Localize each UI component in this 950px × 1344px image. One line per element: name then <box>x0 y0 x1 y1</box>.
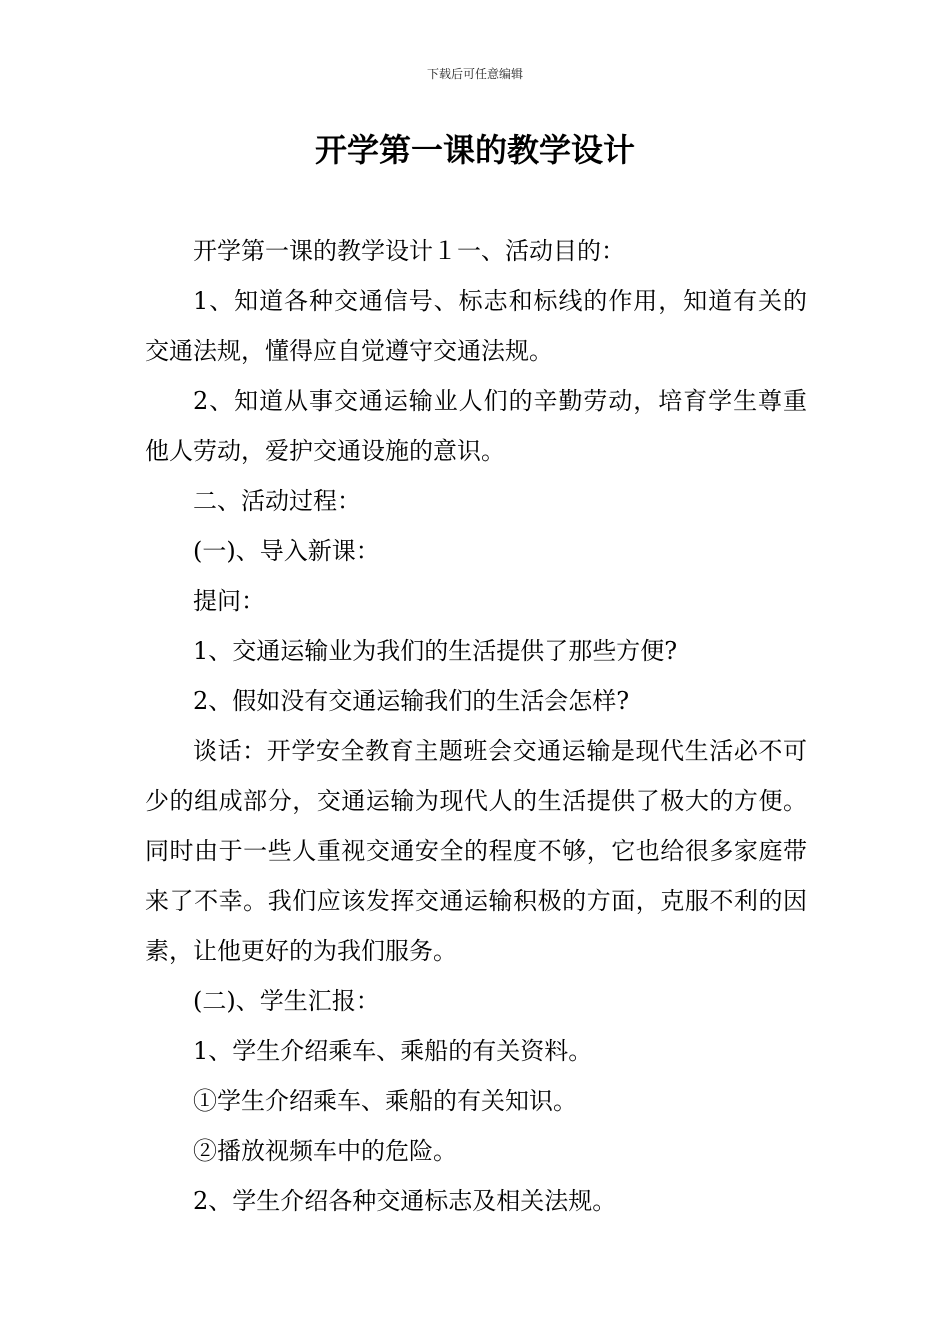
paragraph: 2、知道从事交通运输业人们的辛勤劳动，培育学生尊重他人劳动，爱护交通设施的意识。 <box>145 387 807 465</box>
paragraph: 开学第一课的教学设计１一、活动目的： <box>193 237 625 265</box>
section-heading: 二、活动过程： <box>193 487 361 515</box>
list-item: ②播放视频车中的危险。 <box>193 1137 457 1165</box>
list-item: 2、假如没有交通运输我们的生活会怎样? <box>193 687 630 715</box>
document-title: 开学第一课的教学设计 <box>314 131 635 169</box>
document-body <box>145 226 807 1226</box>
header-note: 下载后可任意编辑 <box>426 67 523 81</box>
list-item: 2、学生介绍各种交通标志及相关法规。 <box>193 1187 617 1215</box>
list-item: 1、学生介绍乘车、乘船的有关资料。 <box>193 1037 593 1065</box>
paragraph: 谈话：开学安全教育主题班会交通运输是现代生活必不可少的组成部分，交通运输为现代人的生活提供了极大的方便。同时由于一些人重视交通安全的程度不够，它也给很多家庭带来了不幸。我们应该发挥交通运输积极的方面，克服不利的因素，让他更好的为我们服务。 <box>145 737 807 965</box>
list-item: ①学生介绍乘车、乘船的有关知识。 <box>193 1087 577 1115</box>
paragraph: 提问： <box>193 587 265 615</box>
paragraph: 1、知道各种交通信号、标志和标线的作用，知道有关的交通法规，懂得应自觉遵守交通法规。 <box>145 287 807 365</box>
subsection-heading: (一)、导入新课： <box>193 537 380 565</box>
list-item: 1、交通运输业为我们的生活提供了那些方便? <box>193 637 678 665</box>
subsection-heading: (二)、学生汇报： <box>193 987 380 1015</box>
